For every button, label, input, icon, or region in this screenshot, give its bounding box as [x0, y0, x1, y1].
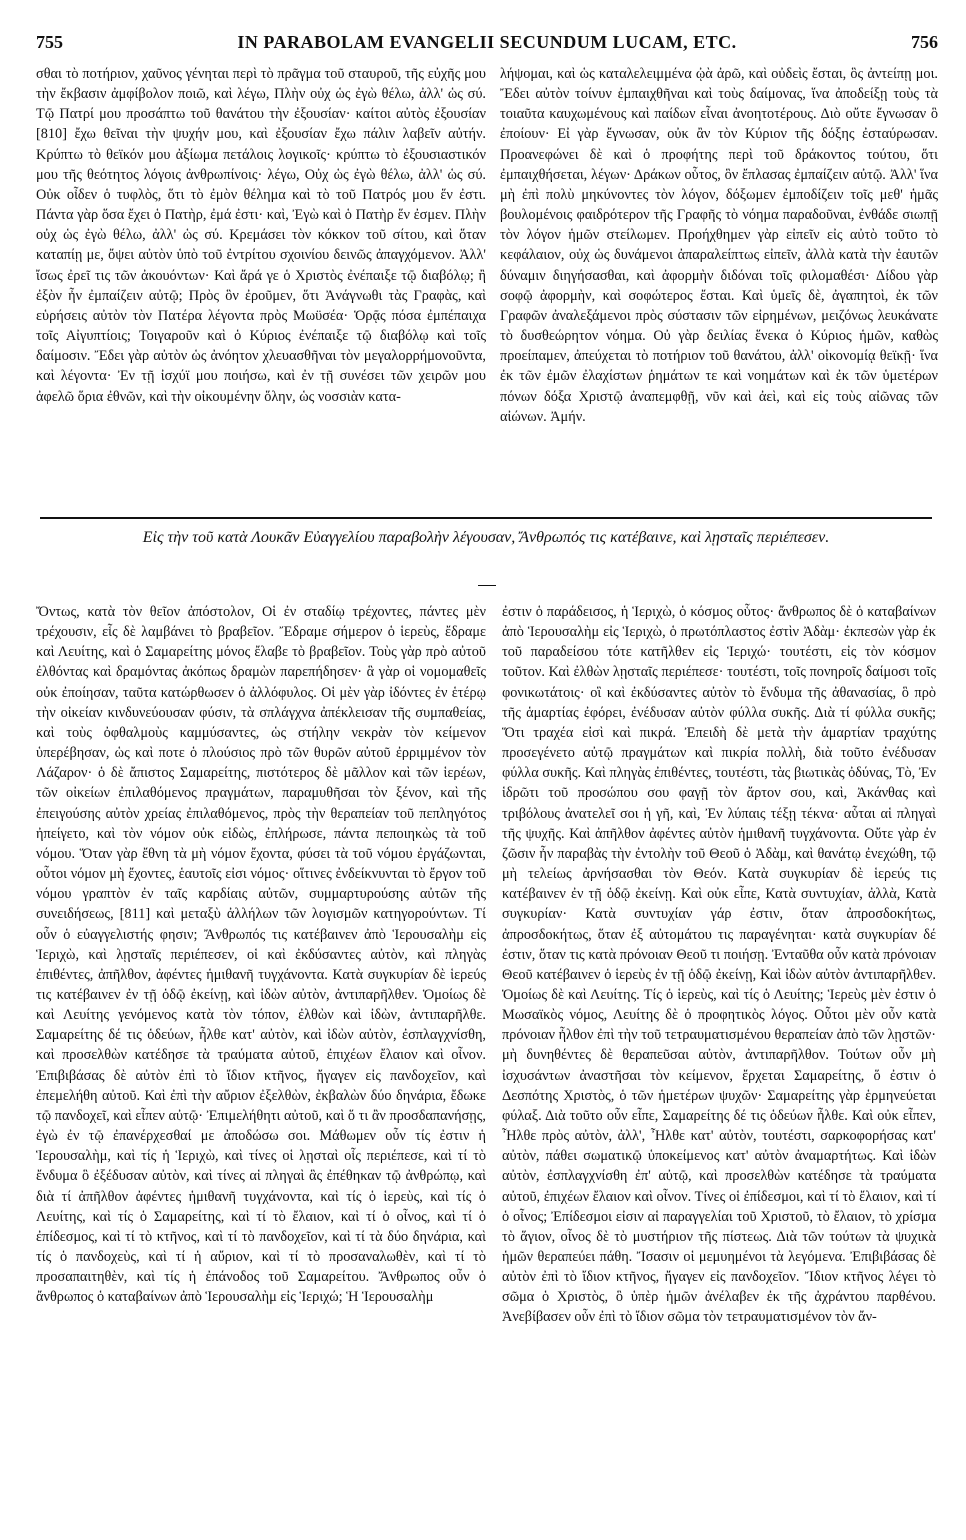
section-divider [40, 517, 932, 519]
bottom-right-column [502, 602, 936, 1512]
page-number-left: 755 [36, 32, 63, 52]
title-underline [478, 585, 496, 586]
page-number-right: 756 [911, 32, 938, 52]
section-title: Εἰς τὴν τοῦ κατὰ Λουκᾶν Εὐαγγελίου παραβολὴν λέγουσαν, Ἄνθρωπός τις κατέβαινε, καὶ λῃσταῖς περιέπεσεν. [142, 529, 830, 546]
top-left-paragraph: σθαι τὸ ποτήριον, χαῦνος γένηται περὶ τὸ πρᾶγμα τοῦ σταυροῦ, τῆς εὐχῆς μου τὴν ἔκβασιν ἀμφίβολον ποιῶ, καὶ λέγω, Πλὴν οὐχ ὡς ἐγὼ θέλω, ἀλλ' ὡς σύ. Τῷ Πατρί μου προσάπτω τοῦ θανάτου τὴν ἐξουσίαν· καίτοι αὐτὸς ἐξουσίαν [810] ἔχω θεῖναι τὴν ψυχήν μου, καὶ ἐξουσίαν ἔχω πάλιν λαβεῖν αὐτήν. Κρύπτω τὸ θεϊκόν μου ἀξίωμα πετάλοις λογικοῖς· κρύπτω τὸ ἐξουσιαστικόν μου τῆς θεότητος λόγοις ἀνθρωπίνοις· λέγω, Οὐχ ὡς ἐγὼ θέλω, ἀλλ' ὡς σύ. Οὐκ οἶδεν ὁ τυφλὸς, ὅτι τὸ ἐμὸν θέλημα καὶ τὸ τοῦ Πατρός μου ἕν ἐστι. Πάντα γὰρ ὅσα ἔχει ὁ Πατὴρ, ἐμά ἐστι· καὶ, Ἐγὼ καὶ ὁ Πατὴρ ἕν ἐσμεν. Πλὴν οὐχ ὡς ἐγὼ θέλω, ἀλλ' ὡς σύ. Κρεμάσει τὸν κόκκον τοῦ σίτου, καὶ ὅταν καταπίῃ με, ὄψει αὐτὸν ὑπὸ τοῦ ἐντρίτου σχοινίου δεινῶς ἀπαγχόμενον. Ἀλλ' ἴσως ἐρεῖ τις τῶν ἀκουόντων· Καὶ ἄρά γε ὁ Χριστὸς ἐνέπαιξε τῷ διαβόλῳ; ἢ ἐξὸν ἦν ἐμπαίζειν αὐτῷ; Πρὸς ὃν ἐροῦμεν, ὅτι Ἀνάγνωθι τὰς Γραφὰς, καὶ εὑρήσεις αὐτὸν τὸν Πατέρα λέγοντα πρὸς Μωϋσέα· Ὁρᾷς πόσα ἐμπέπαιχα τοῖς Αἰγυπτίοις; Τοιγαροῦν καὶ ὁ Κύριος ἐνέπαιξε τῷ διαβόλῳ καὶ τοῖς δαίμοσιν. Ἔδει γὰρ αὐτὸν ὡς ἀνόητον χλευασθῆναι τὸν μεγαλορρήμονοῦντα, καὶ λέγοντα· Ἐν τῇ ἰσχύϊ μου ποιήσω, καὶ ἐν τῇ συνέσει τῶν χειρῶν μου ἀφελῶ ὅρια ἐθνῶν, καὶ τὴν οἰκουμένην ὅλην, ὡς νοσσιὰν κατα- [36, 66, 486, 405]
top-right-column [500, 64, 938, 504]
bottom-left-column [36, 602, 486, 1512]
top-right-paragraph: λήψομαι, καὶ ὡς καταλελειμμένα ᾠὰ ἀρῶ, καὶ οὐδεὶς ἔσται, ὃς ἀντείπῃ μοι. Ἔδει αὐτὸν τοίνυν ἐμπαιχθῆναι καὶ τοὺς δαίμονας, ἵνα ἀποδείξῃ τοὺς τὰ τοιαῦτα καυχωμένους καὶ παίδων εἶναι ἀνοητοτέρους. Διὸ οὔτε ἔγνωσαν ὃ ἐποίουν· Εἰ γὰρ ἔγνωσαν, οὐκ ἂν τὸν Κύριον τῆς δόξης ἐσταύρωσαν. Προανεφώνει δὲ καὶ ὁ προφήτης περὶ τοῦ δράκοντος τούτου, ὅτι ἐμπαιχθήσεται, λέγων· Δράκων οὗτος, ὃν ἔπλασας ἐμπαίζειν αὐτῷ. Ἀλλ' ἵνα μὴ ἐπὶ πολὺ μηκύνοντες τὸν λόγον, δόξωμεν ἐμποδίζειν τοῖς μεθ' ἡμᾶς βουλομένοις φαιδρότερον τῆς Γραφῆς τὸ νόημα παραδοῦναι, ἐνθάδε σιωπῇ τὸν λόγον ἡμῶν στείλωμεν. Προήχθημεν γὰρ εἰπεῖν εἰς αὐτὸ τοῦτο τὸ κεφάλαιον, οὐχ ὡς δυνάμενοι ἀπαραλείπτως εἰπεῖν, ἀλλὰ κατὰ τὴν ἑαυτῶν δύναμιν διηγήσασθαι, καὶ ἀφορμὴν διδόναι τοῖς φιλομαθέσι· Δίδου γὰρ σοφῷ ἀφορμὴν, καὶ σοφώτερος ἔσται. Καὶ ὑμεῖς δὲ, ἀγαπητοὶ, ἐκ τῶν Γραφῶν ἀναλεξάμενοι πρὸς σύστασιν τῶν εἰρημένων, μειζόνως λευκάνατε τὸ δυσθεώρητον νόημα. Οὐ γὰρ δειλίας ἕνεκα ὁ Κύριος ἡμῶν, καθὼς προείπαμεν, ἀπεύχεται τὸ ποτήριον τοῦ θανάτου, ἀλλ' οἰκονομίᾳ θεϊκῇ· ἵνα ἐκ τῶν ἐμῶν ἐλαχίστων ῥημάτων τε καὶ νοημάτων καὶ ἐκ τῶν ὑμετέρων πόνων δόξα Χριστῷ ἀναπεμφθῇ, νῦν καὶ ἀεὶ, καὶ εἰς τοὺς αἰῶνας τῶν αἰώνων. Ἀμήν. [500, 66, 938, 425]
running-header [36, 32, 938, 58]
bottom-left-paragraph: Ὄντως, κατὰ τὸν θεῖον ἀπόστολον, Οἱ ἐν σταδίῳ τρέχοντες, πάντες μὲν τρέχουσιν, εἷς δὲ λαμβάνει τὸ βραβεῖον. Ἔδραμε σήμερον ὁ ἱερεὺς, ἔδραμε καὶ Λευίτης, καὶ ὁ Σαμαρείτης μόνος ἔλαβε τὸ βραβεῖον. Τοὺς γὰρ πρὸ αὐτοῦ ἐλθόντας καὶ δραμόντας ἀκόπως δραμὼν παρεπήδησεν· ἃ γὰρ οἱ νομομαθεῖς οὐκ ἐποίησαν, ταῦτα κατώρθωσεν ὁ ἀλλόφυλος. Οἱ μὲν γὰρ ἰδόντες ἐν ἑτέρῳ τὴν οἰκείαν κινδυνεύουσαν φύσιν, τὰ σπλάγχνα ἀπέκλεισαν τῆς συμπαθείας, καὶ τοὺς ὀφθαλμοὺς καμμύσαντες, ὡς στήλην νεκρὰν τὸν κείμενον ὑπερέβησαν, ὡς καὶ ποτε ὁ πλούσιος πρὸ τῶν θυρῶν αὐτοῦ ἐρριμμένον τὸν Λάζαρον· ὁ δὲ ἄπιστος Σαμαρείτης, πιστότερος δὲ μᾶλλον καὶ τῶν ἱερέων, τῶν οἰκείων ἐπιλαθόμενος πραγμάτων, παραμυθῆσαι τὸν ξένον, καὶ τῆς ἐπειγούσης αὐτὸν χρείας ἐπιλαθόμενος, πρὸς τὴν θεραπείαν τοῦ πεπληγότος ἠπείγετο, καὶ τὸν νόμον οὐκ εἰδὼς, ἐπλήρωσε, πάντα πεποιηκὼς τὰ τοῦ νόμου. Ὅταν γὰρ ἔθνη τὰ μὴ νόμον ἔχοντα, φύσει τὰ τοῦ νόμου ἐργάζωνται, οὗτοι νόμον μὴ ἔχοντες, ἑαυτοῖς εἰσι νόμος· οἵτινες ἐνδείκνυνται τὸ ἔργον τοῦ νόμου γραπτὸν ἐν ταῖς καρδίαις αὐτῶν, συμμαρτυρούσης αὐτῶν τῆς συνειδήσεως, [811] καὶ μεταξὺ ἀλλήλων τῶν λογισμῶν κατηγορούντων. Τί οὖν ὁ εὐαγγελιστής φησιν; Ἄνθρωπός τις κατέβαινεν ἀπὸ Ἱερουσαλὴμ εἰς Ἱεριχὼ, καὶ λῃσταῖς περιέπεσεν, οἱ καὶ ἐκδύσαντες αὐτὸν, καὶ πληγὰς ἐπιθέντες, ἀπῆλθον, ἀφέντες ἡμιθανῆ τυγχάνοντα. Κατὰ συγκυρίαν δὲ ἱερεύς τις κατέβαινεν ἐν τῇ ὁδῷ ἐκείνῃ, καὶ ἰδὼν αὐτὸν, ἀντιπαρῆλθεν. Ὁμοίως δὲ καὶ Λευίτης γενόμενος κατὰ τὸν τόπον, ἐλθὼν καὶ ἰδὼν, ἀντιπαρῆλθε. Σαμαρείτης δέ τις ὁδεύων, ἦλθε κατ' αὐτὸν, καὶ ἰδὼν αὐτὸν, ἐσπλαγχνίσθη, καὶ προσελθὼν κατέδησε τὰ τραύματα αὐτοῦ, ἐπιχέων ἔλαιον καὶ οἶνον. Ἐπιβιβάσας δὲ αὐτὸν ἐπὶ τὸ ἴδιον κτῆνος, ἤγαγεν εἰς πανδοχεῖον, καὶ ἐπεμελήθη αὐτοῦ. Καὶ ἐπὶ τὴν αὔριον ἐξελθὼν, ἐκβαλὼν δύο δηνάρια, ἔδωκε τῷ πανδοχεῖ, καὶ εἶπεν αὐτῷ· Ἐπιμελήθητι αὐτοῦ, καὶ ὅ τι ἂν προσδαπανήσῃς, ἐγὼ ἐν τῷ ἐπανέρχεσθαί με ἀποδώσω σοι. Μάθωμεν οὖν τίς ἐστιν ἡ Ἱερουσαλὴμ, καὶ τίς ἡ Ἱεριχὼ, καὶ τίνες οἱ λῃσταὶ οἷς περιέπεσε, καὶ τί τὸ ἔνδυμα ὃ ἐξέδυσαν αὐτὸν, καὶ τίνες αἱ πληγαὶ ἃς ἐπέθηκαν τῷ ἀνθρώπῳ, καὶ διὰ τί ἀπῆλθον ἀφέντες ἡμιθανῆ τυγχάνοντα, καὶ τίς ὁ ἱερεὺς, καὶ τίς ὁ Λευίτης, καὶ τίς ὁ Σαμαρείτης, καὶ τί τὸ ἔλαιον, καὶ τί ὁ οἶνος, καὶ τί ὁ ἐπίδεσμος, καὶ τί τὸ κτῆνος, καὶ τί τὸ πανδοχεῖον, καὶ τί τὰ δύο δηνάρια, καὶ τίς ὁ πανδοχεὺς, καὶ τί ἡ αὔριον, καὶ τί τὸ προσαναλωθὲν, καὶ τί τὸ προσαπαιτηθὲν, καὶ τίς ἡ ἐπάνοδος τοῦ Σαμαρείτου. Ἄνθρωπος οὖν ὁ ἄνθρωπος ὁ καταβαίνων ἀπὸ Ἱερουσαλὴμ εἰς Ἱεριχώ; Ἡ Ἱερουσαλὴμ [36, 604, 486, 1306]
running-title: IN PARABOLAM EVANGELII SECUNDUM LUCAM, ETC. [237, 32, 737, 52]
bottom-right-paragraph: ἐστιν ὁ παράδεισος, ἡ Ἱεριχὼ, ὁ κόσμος οὗτος· ἄνθρωπος δὲ ὁ καταβαίνων ἀπὸ Ἱερουσαλὴμ εἰς Ἱεριχὼ, ὁ πρωτόπλαστος ἐστὶν Ἀδὰμ· ἐκπεσὼν γὰρ ἐκ τοῦ παραδείσου τότε κατῆλθεν εἰς Ἱεριχώ· τουτέστι, εἰς τὸν κόσμον τοῦτον. Καὶ ἐλθὼν λῃσταῖς περιέπεσε· τουτέστι, τοῖς πονηροῖς δαίμοσι τοῖς φονικωτάτοις· οἳ καὶ ἐκδύσαντες αὐτὸν τὸ ἔνδυμα τῆς ἀθανασίας, ὃ πρὸ τῆς ἁμαρτίας ἐφόρει, ἐνέδυσαν αὐτὸν φύλλα συκῆς. Διὰ τί φύλλα συκῆς; Ὅτι τραχέα εἰσὶ καὶ πικρά. Ἐπειδὴ δὲ μετὰ τὴν ἁμαρτίαν τραχύτης προσεγένετο αὐτῷ πραγμάτων καὶ πικρία πολλὴ, διὰ τοῦτο ἐνέδυσαν φύλλα συκῆς. Καὶ πληγὰς ἐπιθέντες, τουτέστι, τὰς βιωτικὰς ὀδύνας, Τὸ, Ἐν ἱδρῶτι τοῦ προσώπου σου φαγῇ τὸν ἄρτον σου, καὶ, Ἀκάνθας καὶ τριβόλους ἀνατελεῖ σοι ἡ γῆ, καὶ, Ἐν λύπαις τέξῃ τέκνα· αὗται αἱ πληγαὶ τῆς ψυχῆς. Καὶ ἀπῆλθον ἀφέντες αὐτὸν ἡμιθανῆ τυγχάνοντα. Οὔτε γὰρ ἐν ζῶσιν ἦν παραβὰς τὴν ἐντολὴν τοῦ Θεοῦ ὁ Ἀδὰμ, καὶ θανάτῳ ἐνεχώθη, τῷ μὴ τελείως ἀρνήσασθαι τὸν Θεόν. Κατὰ συγκυρίαν δὲ ἱερεύς τις κατέβαινεν ἐν τῇ ὁδῷ ἐκείνῃ. Καὶ οὐκ εἶπε, Κατὰ συντυχίαν, ἀλλὰ, Κατὰ συγκυρίαν· Κατὰ συντυχίαν γάρ ἐστιν, ὅταν ἀπροσδοκήτως, ἀπροσδοκήτως, ὅταν ἐξ αὐτομάτου τις παραγένηται· κατὰ συγκυρίαν δέ ἐστιν, ὅταν τις κατὰ πρόνοιαν Θεοῦ τι ποιήσῃ. Ἐνταῦθα οὖν κατὰ πρόνοιαν Θεοῦ κατέβαινεν ὁ ἱερεὺς ἐν τῇ ὁδῷ ἐκείνῃ, Καὶ ἰδὼν αὐτὸν ἀντιπαρῆλθεν. Ὁμοίως δὲ καὶ Λευίτης. Τίς ὁ ἱερεὺς, καὶ τίς ὁ Λευίτης; Ἱερεὺς μὲν ἐστιν ὁ Μωσαϊκὸς νόμος, Λευίτης δὲ ὁ προφητικὸς λόγος. Οὗτοι μὲν οὖν κατὰ πρόνοιαν ἦλθον ἐπὶ τὴν τοῦ τετραυματισμένου θεραπείαν ἀπὸ τῶν λῃστῶν· μὴ δυνηθέντες δὲ θεραπεῦσαι αὐτὸν, ἀντιπαρῆλθον. Τούτων οὖν μὴ ἰσχυσάντων ἀναστῆσαι τὸν κείμενον, ἔρχεται Σαμαρείτης, ὅ ἐστιν ὁ Δεσπότης Χριστὸς, ὁ τῶν ἡμετέρων ψυχῶν· Σαμαρείτης γὰρ ἑρμηνεύεται φύλαξ. Διὰ τοῦτο οὖν εἶπε, Σαμαρείτης δέ τις ὁδεύων ἦλθε. Καὶ οὐκ εἶπεν, Ἦλθε πρὸς αὐτὸν, ἀλλ', Ἦλθε κατ' αὐτὸν, τουτέστι, σαρκοφορήσας κατ' αὐτὸν, πάθει σωματικῷ ὑποκείμενος κατ' αὐτὸν ἀναμαρτήτως. Καὶ ἰδὼν αὐτὸν, ἐσπλαγχνίσθη ἐπ' αὐτῷ, καὶ προσελθὼν κατέδησε τὰ τραύματα αὐτοῦ, ἐπιχέων ἔλαιον καὶ οἶνον. Τίνες οἱ ἐπίδεσμοι, καὶ τί τὸ ἔλαιον, καὶ τί ὁ οἶνος; Ἐπίδεσμοι εἰσιν αἱ παραγγελίαι τοῦ Χριστοῦ, τὸ ἔλαιον, τὸ χρίσμα τὸ ἅγιον, οἶνος δὲ τὸ μυστήριον τῆς πίστεως. Διὰ τῶν τούτων τὰ ψυχικὰ ἡμῶν θεραπεύει πάθη. Ἴσασιν οἱ μεμυημένοι τὰ λεγόμενα. Ἐπιβιβάσας δὲ αὐτὸν ἐπὶ τὸ ἴδιον κτῆνος, ἤγαγεν εἰς πανδοχεῖον. Ἴδιον κτῆνος λέγει τὸ σῶμα ὁ Χριστὸς, ὃ ὑπὲρ ἡμῶν ἀνέλαβεν ἐκ τῆς ἀχράντου παρθένου. Ἀνεβίβασεν οὖν ἐπὶ τὸ ἴδιον σῶμα τὸν τετραυματισμένον τὸν ἄν- [502, 604, 936, 1326]
top-left-column [36, 64, 486, 504]
